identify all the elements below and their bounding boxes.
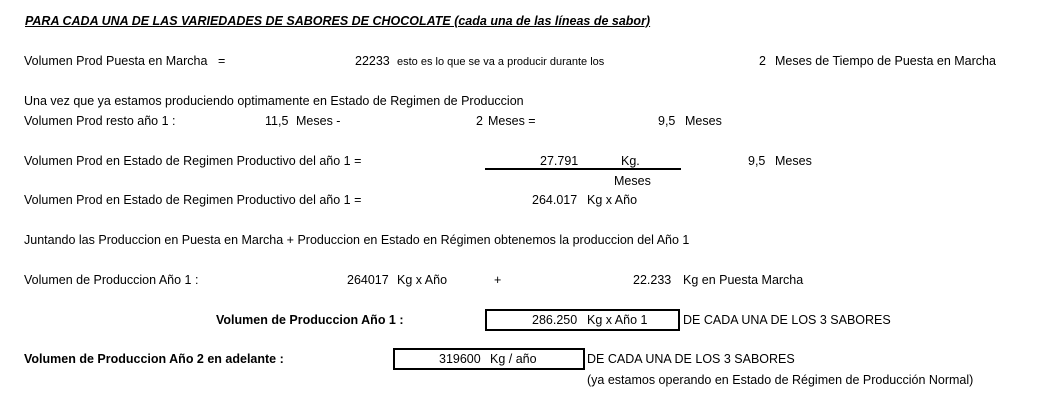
regimen-intro-text: Una vez que ya estamos produciendo optimamente en Estado de Regimen de Produccion [24,94,524,108]
resto-anio-label: Volumen Prod resto año 1 : [24,114,176,128]
fraction-numerator-unit: Kg. [621,154,640,168]
puesta-marcha-months-label: Meses de Tiempo de Puesta en Marcha [775,54,996,68]
page-title: PARA CADA UNA DE LAS VARIEDADES DE SABORES DE CHOCOLATE (cada una de las líneas de sabor) [25,14,651,28]
produccion-anio1-a: 264017 [347,273,389,287]
resto-anio-b-unit: Meses = [488,114,536,128]
regimen-productivo-label-1: Volumen Prod en Estado de Regimen Productivo del año 1 = [24,154,362,168]
plus-sign: + [494,273,502,287]
regimen-productivo-value: 264.017 [532,193,578,207]
fraction-bar [485,168,681,170]
resto-anio-b: 2 [476,114,483,128]
regimen-productivo-label-2: Volumen Prod en Estado de Regimen Productivo del año 1 = [24,193,362,207]
juntando-text: Juntando las Produccion en Puesta en Marcha + Produccion en Estado en Régimen obtenemos la produccion del Año 1 [24,233,690,247]
puesta-marcha-months: 2 [759,54,766,68]
fraction-denominator: Meses [614,174,651,188]
produccion-anio2-box [393,348,585,370]
produccion-anio1-sum-label: Volumen de Produccion Año 1 : [24,273,199,287]
puesta-marcha-label: Volumen Prod Puesta en Marcha [24,54,208,68]
produccion-anio1-total-label: Volumen de Produccion Año 1 : [216,313,404,327]
produccion-anio1-b: 22.233 [633,273,672,287]
resto-anio-a-unit: Meses - [296,114,341,128]
produccion-anio2-value: 319600 [439,352,481,366]
regimen-productivo-unit: Kg x Año [587,193,638,207]
resto-anio-a: 11,5 [265,114,289,128]
produccion-anio2-note: DE CADA UNA DE LOS 3 SABORES [587,352,795,366]
produccion-anio1-note: DE CADA UNA DE LOS 3 SABORES [683,313,891,327]
produccion-anio1-total-box [485,309,680,331]
produccion-anio1-a-unit: Kg x Año [397,273,448,287]
produccion-anio1-b-unit: Kg en Puesta Marcha [683,273,804,287]
produccion-anio1-total-unit: Kg x Año 1 [587,313,648,327]
resto-anio-c: 9,5 [658,114,676,128]
puesta-marcha-value: 22233 [355,54,390,68]
fraction-numerator: 27.791 [540,154,579,168]
puesta-marcha-note: esto es lo que se va a producir durante los [397,56,605,68]
produccion-anio2-label: Volumen de Produccion Año 2 en adelante : [24,352,284,366]
produccion-anio1-total-value: 286.250 [532,313,578,327]
produccion-anio2-note2: (ya estamos operando en Estado de Régimen de Producción Normal) [587,373,974,387]
resto-anio-c-unit: Meses [685,114,722,128]
multiplier-value: 9,5 [748,154,766,168]
multiplier-unit: Meses [775,154,812,168]
produccion-anio2-unit: Kg / año [490,352,537,366]
equals-sign: = [218,54,226,68]
